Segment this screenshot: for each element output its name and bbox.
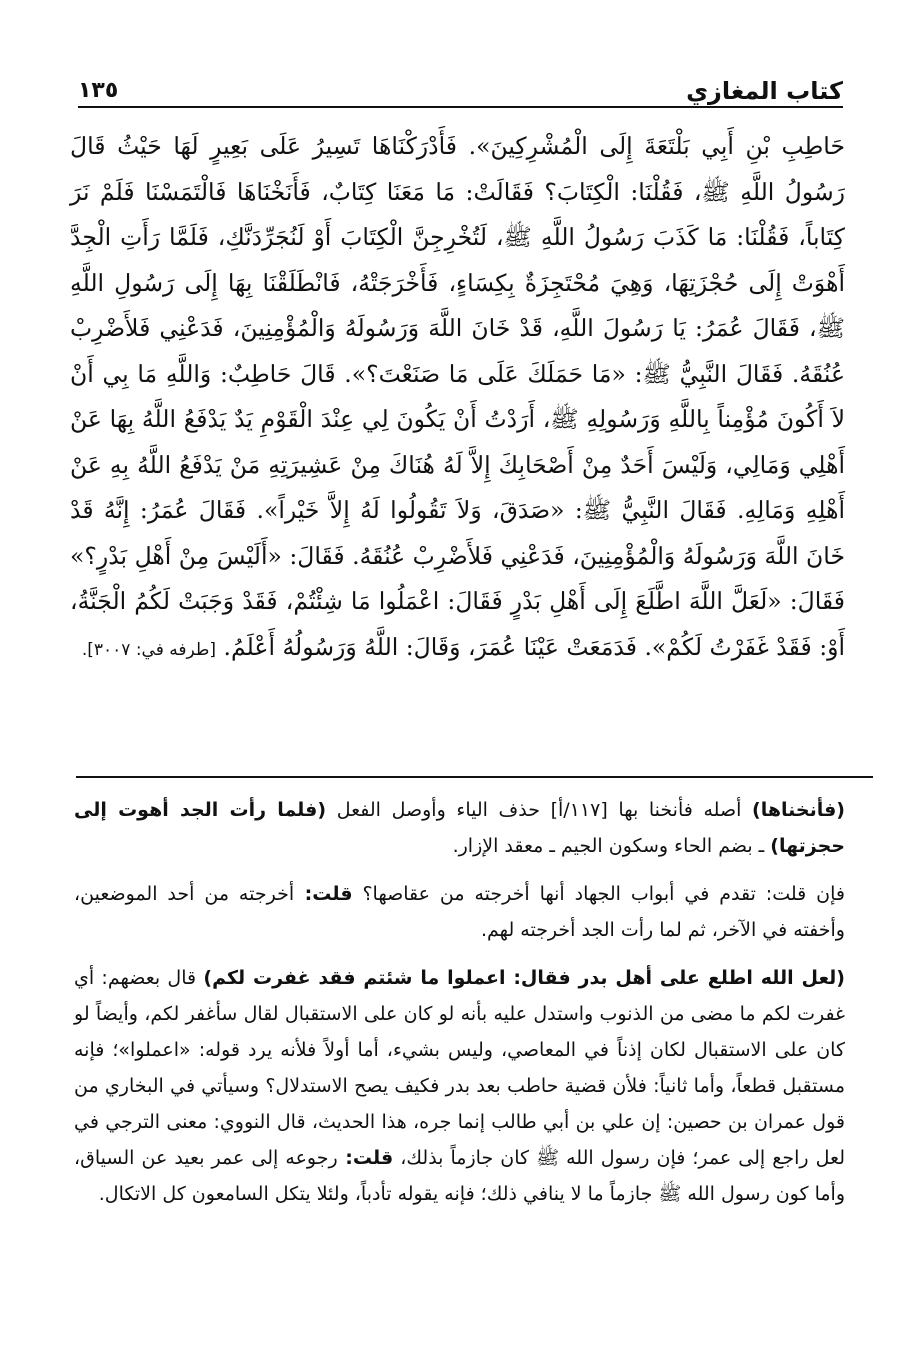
commentary-lemma: (لعل الله اطلع على أهل بدر فقال: اعملوا ما شئتم فقد غفرت لكم)	[203, 967, 845, 989]
commentary-text: ـ بضم الحاء وسكون الجيم ـ معقد الإزار.	[452, 835, 771, 857]
commentary-text: تقدم في أبواب الجهاد أنها أخرجته من عقاصها؟	[352, 883, 756, 905]
commentary-paragraph	[74, 792, 845, 864]
book-title: كتاب المغازي	[686, 77, 843, 105]
hadith-paragraph	[70, 124, 845, 673]
commentary-answer-label: قلت:	[337, 1147, 394, 1169]
hadith-text	[70, 124, 845, 673]
header-rule	[78, 106, 843, 108]
commentary	[74, 792, 845, 1224]
cross-reference: [طرفه في: ٣٠٠٧].	[81, 639, 217, 660]
commentary-lemma: (فلما رأت الجد أهوت إلى حجزتها)	[74, 799, 845, 857]
commentary-text: قال بعضهم: أي غفرت لكم ما مضى من الذنوب واستدل عليه بأنه لو كان على الاستقبال لقال سأغفر لكم، وأيضاً لو كان على الاستقبال لكان إذناً في المعاصي، وليس بشيء، أما أولاً فلأنه يرد قوله: «اعملوا»؛ فإنه مستقبل قطعاً، وأما ثانياً: فلأن قضية حاطب بعد بدر فكيف يصح الاستدلال؟ وسيأتي في البخاري من قول عمران بن حصين: إن علي بن أبي طالب إنما جره، هذا الحديث، قال النووي: معنى الترجي في لعل راجع إلى عمر؛ فإن رسول الله ﷺ كان جازماً بذلك،	[74, 967, 845, 1169]
commentary-text: أصله فأنخنا بها [١١٧/أ] حذف الياء وأوصل الفعل	[326, 799, 753, 821]
commentary-text: رجوعه إلى عمر بعيد عن السياق، وأما كون رسول الله ﷺ جازماً ما لا ينافي ذلك؛ فإنه يقوله تأدباً، ولئلا يتكل السامعون كل الاتكال.	[74, 1147, 845, 1205]
commentary-lemma: (فأنخناها)	[752, 799, 845, 821]
page-number: ١٣٥	[78, 78, 119, 103]
commentary-paragraph	[74, 960, 845, 1212]
commentary-text: أخرجته من أحد الموضعين، وأخفته في الآخر، ثم لما رأت الجد أخرجته لهم.	[74, 883, 845, 941]
footnote-rule	[76, 776, 873, 778]
commentary-question: فإن قلت:	[755, 883, 845, 905]
commentary-paragraph	[74, 876, 845, 948]
commentary-answer-label: قلت:	[294, 883, 353, 905]
hadith-body: حَاطِبِ بْنِ أَبِي بَلْتَعَةَ إِلَى الْمُشْرِكِينَ». فَأَدْرَكْنَاهَا تَسِيرُ عَلَى بَعِيرٍ لَهَا حَيْثُ قَالَ رَسُولُ اللَّهِ ﷺ، فَقُلْنَا: الْكِتَابَ؟ فَقَالَتْ: مَا مَعَنَا كِتَابٌ، فَأَنَخْنَاهَا فَالْتَمَسْنَا فَلَمْ نَرَ كِتَاباً، فَقُلْنَا: مَا كَذَبَ رَسُولُ اللَّهِ ﷺ، لَتُخْرِجِنَّ الْكِتَابَ أَوْ لَنُجَرِّدَنَّكِ، فَلَمَّا رَأَتِ الْجِدَّ أَهْوَتْ إِلَى حُجْزَتِهَا، وَهِيَ مُحْتَجِزَةٌ بِكِسَاءٍ، فَأَخْرَجَتْهُ، فَانْطَلَقْنَا بِهَا إِلَى رَسُولِ اللَّهِ ﷺ، فَقَالَ عُمَرُ: يَا رَسُولَ اللَّهِ، قَدْ خَانَ اللَّهَ وَرَسُولَهُ وَالْمُؤْمِنِينَ، فَدَعْنِي فَلأَضْرِبْ عُنُقَهُ. فَقَالَ النَّبِيُّ ﷺ: «مَا حَمَلَكَ عَلَى مَا صَنَعْتَ؟». قَالَ حَاطِبٌ: وَاللَّهِ مَا بِي أَنْ لاَ أَكُونَ مُؤْمِناً بِاللَّهِ وَرَسُولِهِ ﷺ، أَرَدْتُ أَنْ يَكُونَ لِي عِنْدَ الْقَوْمِ يَدٌ يَدْفَعُ اللَّهُ بِهَا عَنْ أَهْلِي وَمَالِي، وَلَيْسَ أَحَدٌ مِنْ أَصْحَابِكَ إِلاَّ لَهُ هُنَاكَ مِنْ عَشِيرَتِهِ مَنْ يَدْفَعُ اللَّهُ بِهِ عَنْ أَهْلِهِ وَمَالِهِ. فَقَالَ النَّبِيُّ ﷺ: «صَدَقَ، وَلاَ تَقُولُوا لَهُ إِلاَّ خَيْراً». فَقَالَ عُمَرُ: إِنَّهُ قَدْ خَانَ اللَّهَ وَرَسُولَهُ وَالْمُؤْمِنِينَ، فَدَعْنِي فَلأَضْرِبْ عُنُقَهُ. فَقَالَ: «أَلَيْسَ مِنْ أَهْلِ بَدْرٍ؟» فَقَالَ: «لَعَلَّ اللَّهَ اطَّلَعَ إِلَى أَهْلِ بَدْرٍ فَقَالَ: اعْمَلُوا مَا شِئْتُمْ، فَقَدْ وَجَبَتْ لَكُمُ الْجَنَّةُ، أَوْ: فَقَدْ غَفَرْتُ لَكُمْ». فَدَمَعَتْ عَيْنَا عُمَرَ، وَقَالَ: اللَّهُ وَرَسُولُهُ أَعْلَمُ.	[70, 132, 845, 661]
running-head	[78, 62, 843, 106]
